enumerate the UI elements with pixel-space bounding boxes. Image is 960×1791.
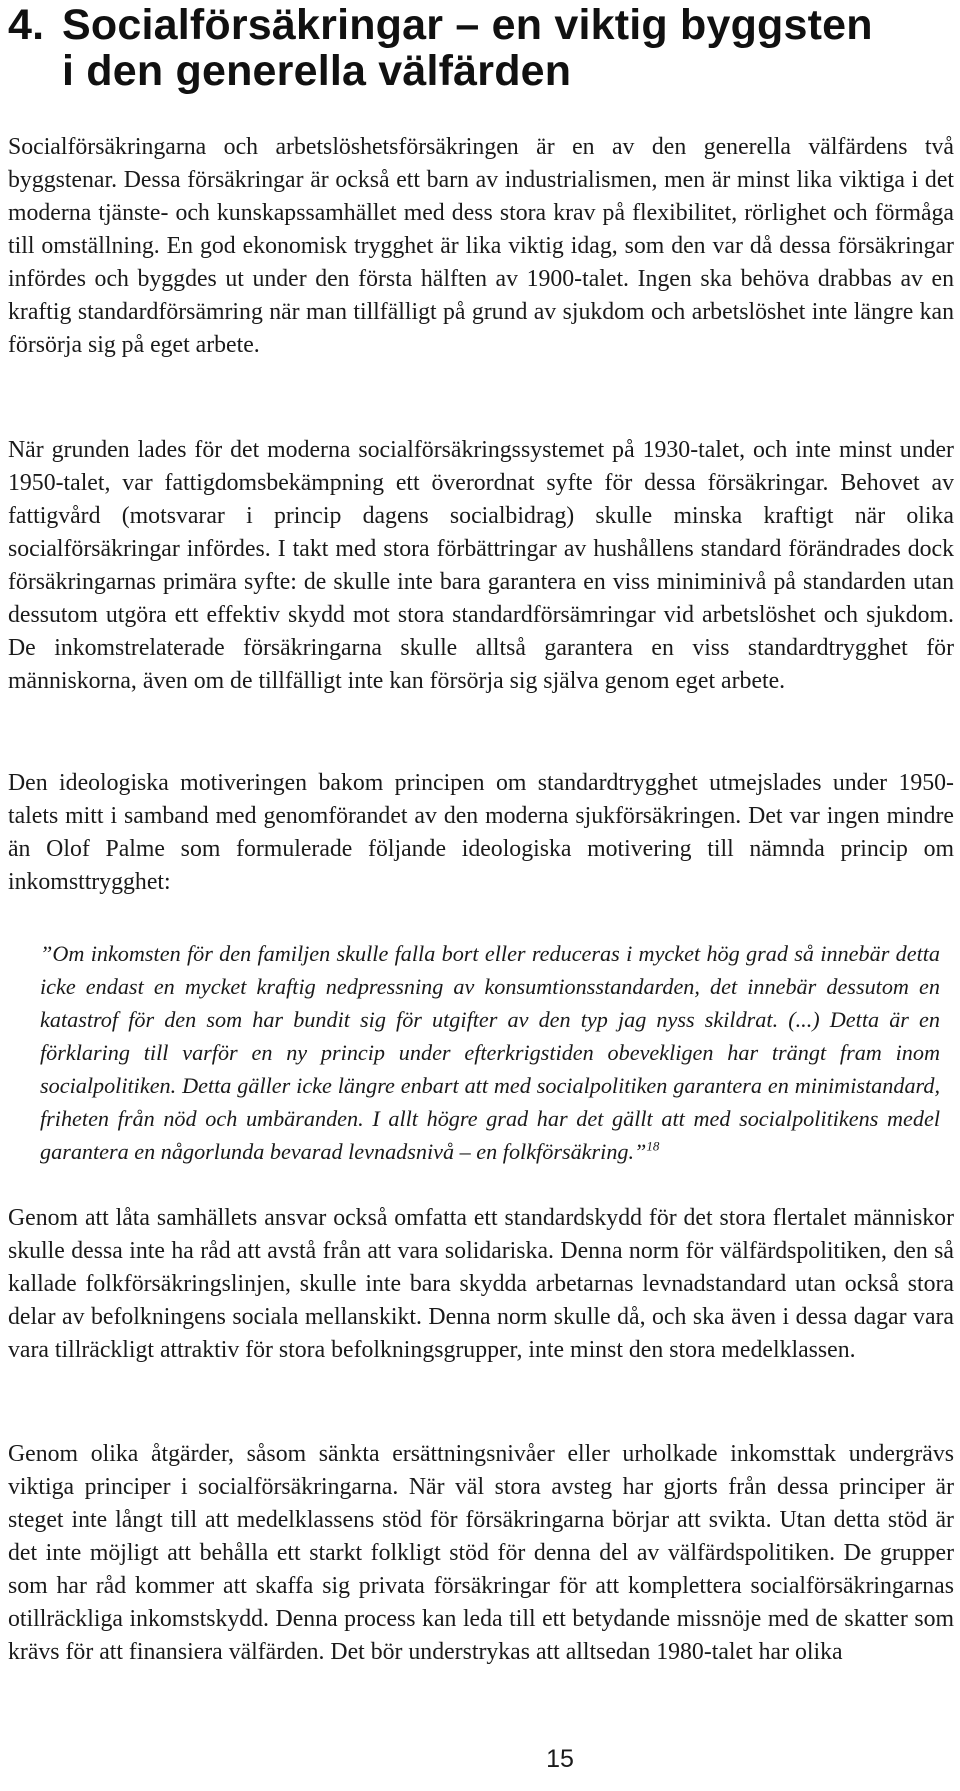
page-number: 15 [546, 1745, 574, 1773]
paragraph-3: Den ideologiska motiveringen bakom principen om standardtrygghet utmejslades under 1950-talets mitt i samband med genomförandet av den moderna sjukförsäkringen. Det var ingen mindre än Olof Palme som formulerade följande ideologiska motivering till nämnda princip om inkomsttrygghet: [8, 770, 954, 895]
chapter-heading [8, 2, 953, 94]
chapter-number: 4. [8, 1, 45, 49]
paragraph-2: När grunden lades för det moderna socialförsäkringssystemet på 1930-talet, och inte minst under 1950-talet, var fattigdomsbekämpning ett överordnat syfte för dessa försäkringar. Behovet av fattigvård (motsvarar i princip dagens socialbidrag) skulle minska kraftigt när olika socialförsäkringar infördes. I takt med stora förbättringar av hushållens standard förändrades dock försäkringarnas primära syfte: de skulle inte bara garantera en viss miniminivå på standarden utan dessutom utgöra ett effektiv skydd mot stora standardförsämringar vid arbetslöshet och sjukdom. De inkomstrelaterade försäkringarna skulle alltså garantera en viss standardtrygghet för människorna, även om de tillfälligt inte kan försörja sig själva genom eget arbete. [8, 437, 954, 694]
chapter-title-line-1: Socialförsäkringar – en viktig byggsten [62, 1, 873, 49]
paragraph-4: Genom att låta samhällets ansvar också omfatta ett standardskydd för det stora flertalet människor skulle dessa inte ha råd att avstå från att vara solidariska. Denna norm för välfärdspolitiken, den så kallade folkförsäkringslinjen, skulle inte bara skydda arbetarnas levnadstandard utan också stora delar av befolkningens sociala mellanskikt. Denna norm skulle då, och ska även i dessa dagar vara vara tillräckligt attraktiv för stora befolkningsgrupper, inte minst den stora medelklassen. [8, 1205, 954, 1363]
block-quote [40, 937, 940, 1168]
footnote-marker: 18 [646, 1138, 660, 1154]
quote-text: ”Om inkomsten för den familjen skulle falla bort eller reduceras i mycket hög grad så innebär detta icke endast en mycket kraftig nedpressning av konsumtionsstandarden, det innebär dessutom en katastrof för den som har bundit sig för utgifter av den typ jag nyss skildrat. (...) Detta är en förklaring till varför en ny princip under efterkrigstiden obevekligen har trängt fram inom socialpolitiken. Detta gäller icke längre enbart att med socialpolitiken garantera en minimistandard, friheten från nöd och umbäranden. I allt högre grad har det gällt att med socialpolitikens medel garantera en någorlunda bevarad levnadsnivå – en folkförsäkring.” [40, 941, 940, 1164]
paragraph-1: Socialförsäkringarna och arbetslöshetsförsäkringen är en av den generella välfärdens två byggstenar. Dessa försäkringar är också ett barn av industrialismen, men är minst lika viktiga i det moderna tjänste- och kunskapssamhället med dess stora krav på flexibilitet, rörlighet och förmåga till omställning. En god ekonomisk trygghet är lika viktig idag, som den var då dessa försäkringar infördes och byggdes ut under den första hälften av 1900-talet. Ingen ska behöva drabbas av en kraftig standardförsämring när man tillfälligt på grund av sjukdom och arbetslöshet inte längre kan försörja sig på eget arbete. [8, 134, 954, 358]
paragraph-5: Genom olika åtgärder, såsom sänkta ersättningsnivåer eller urholkade inkomsttak undergrävs viktiga principer i socialförsäkringarna. När väl stora avsteg har gjorts från dessa principer är steget inte långt till att medelklassens stöd för försäkringarna börjar att svikta. Utan detta stöd är det inte möjligt att behålla ett starkt folkligt stöd för denna del av välfärdspolitiken. De grupper som har råd kommer att skaffa sig privata försäkringar för att komplettera socialförsäkringarnas otillräckliga inkomstskydd. Denna process kan leda till ett betydande missnöje med de skatter som krävs för att finansiera välfärden. Det bör understrykas att alltsedan 1980-talet har olika [8, 1441, 954, 1665]
chapter-title-line-2: i den generella välfärden [62, 47, 572, 95]
